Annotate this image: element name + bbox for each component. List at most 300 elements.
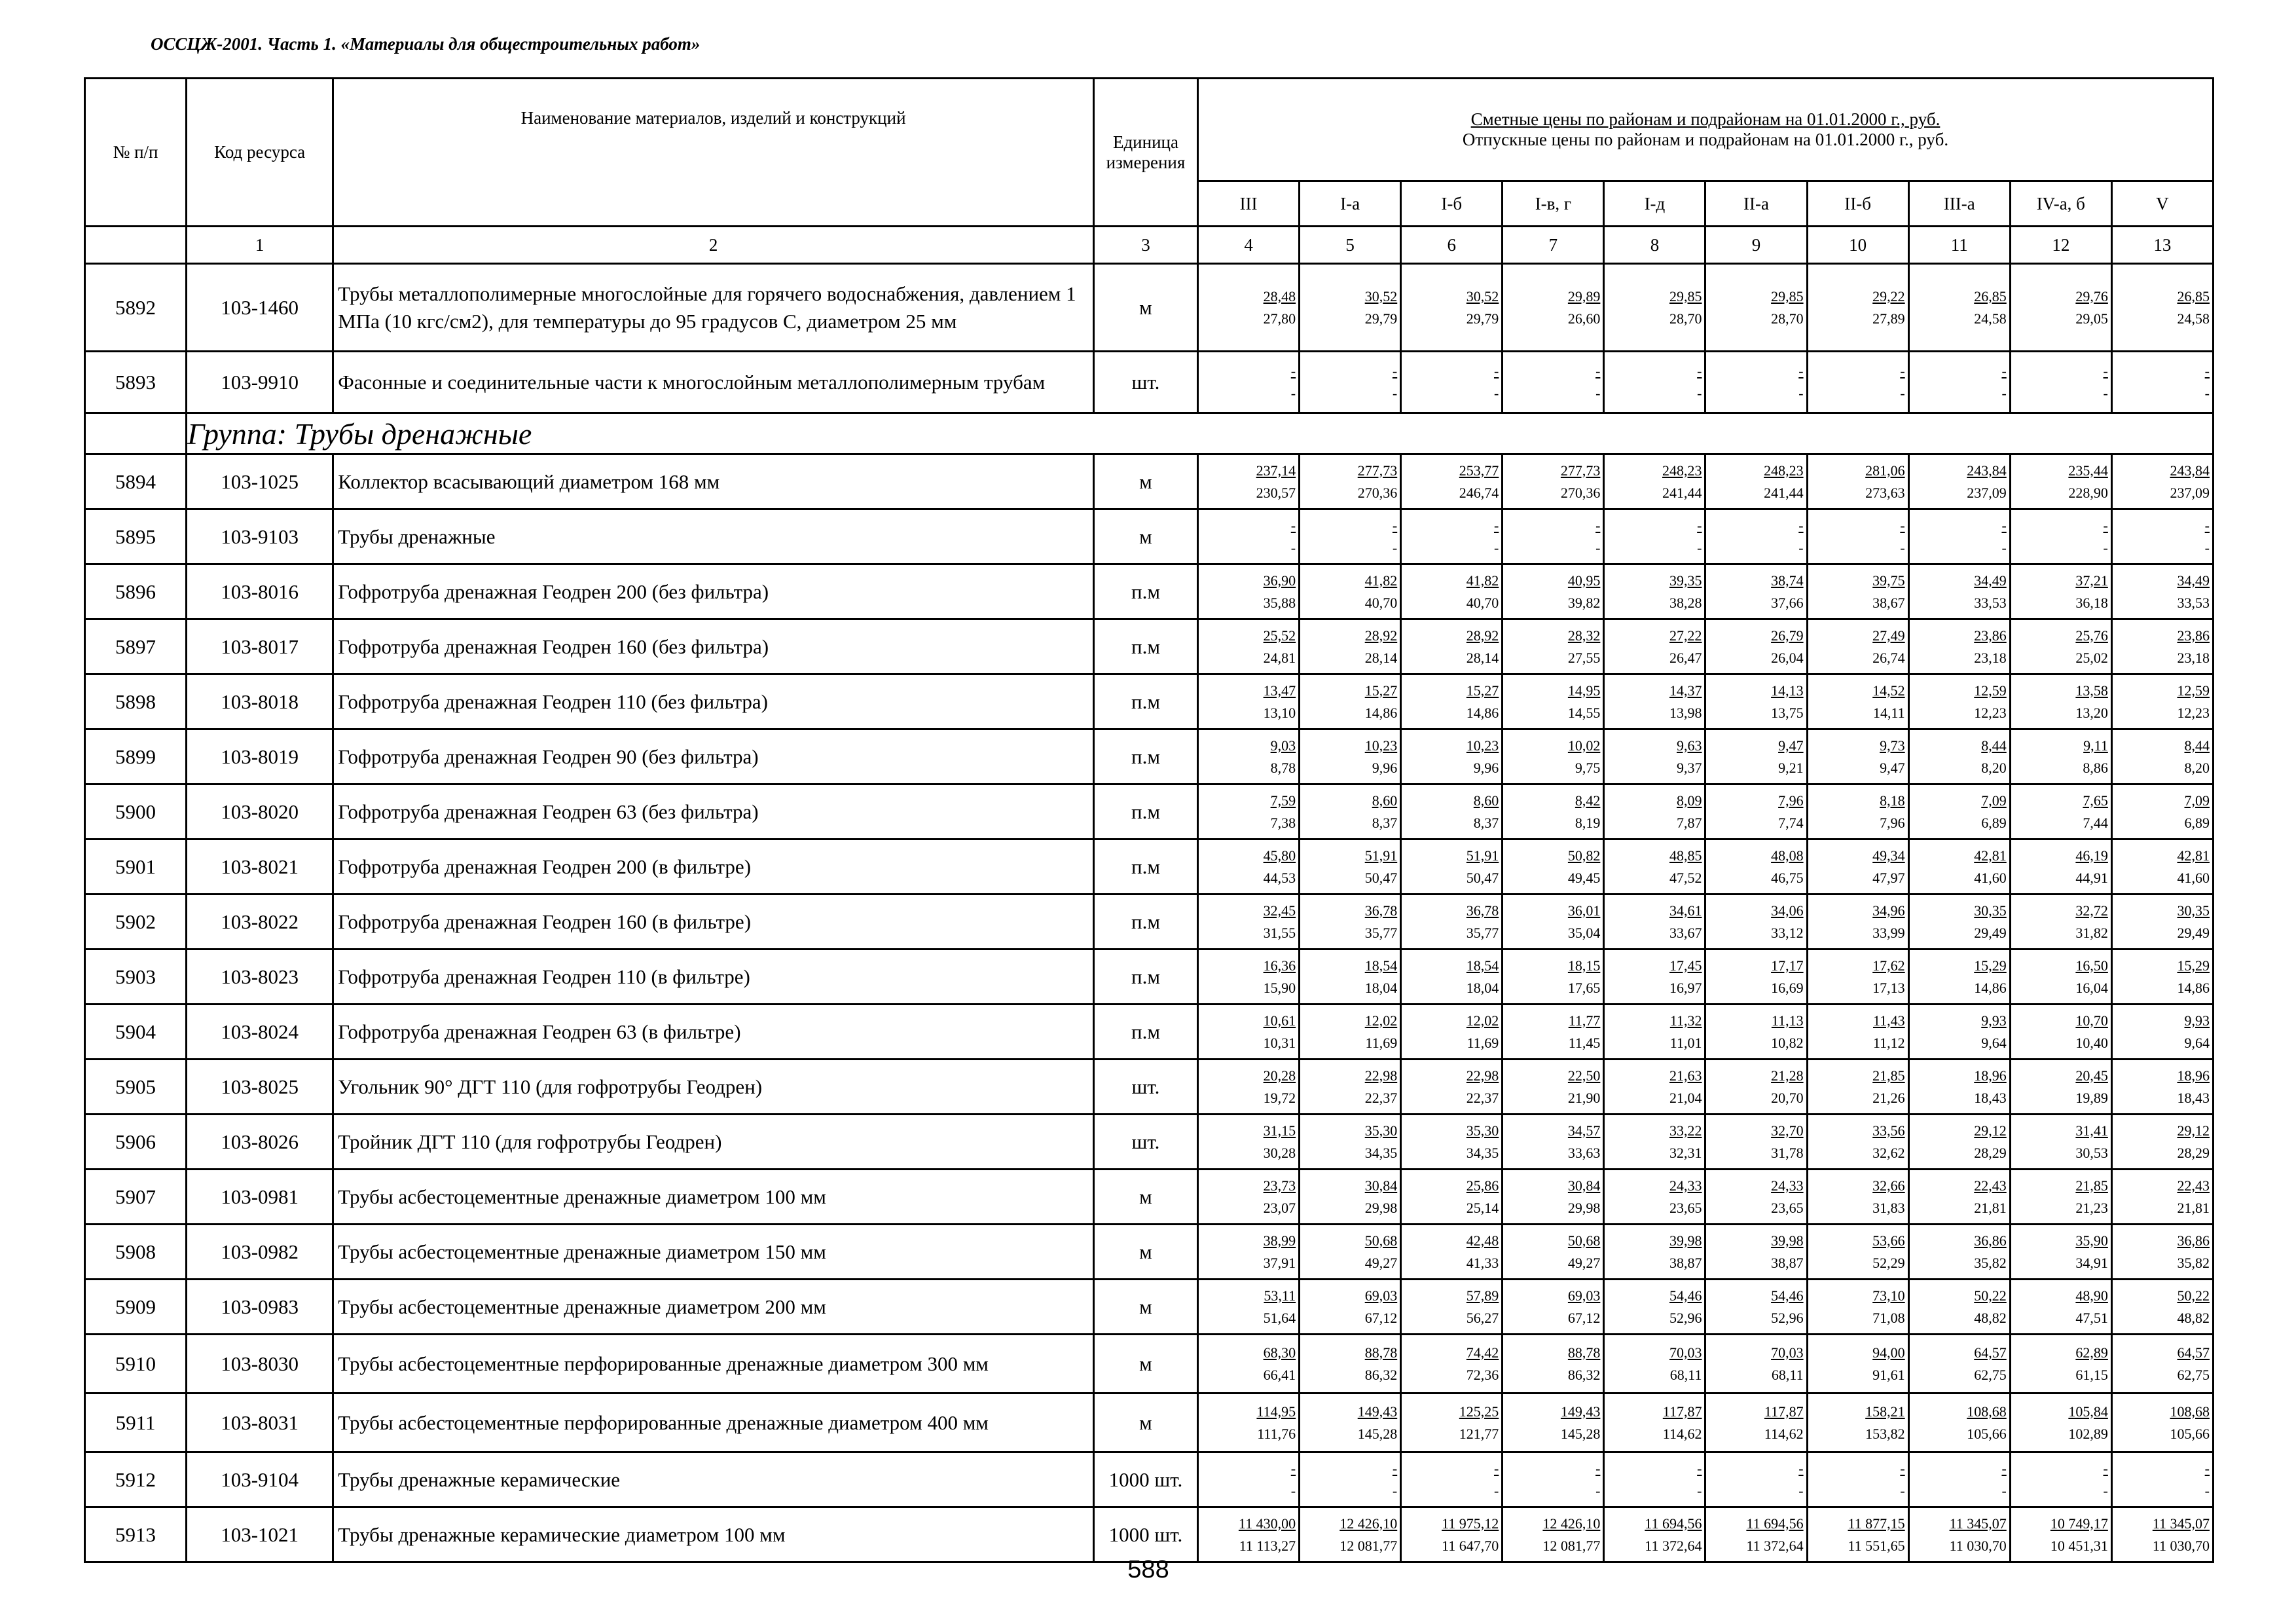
unit: шт. bbox=[1093, 1115, 1197, 1170]
price-cell bbox=[1503, 1507, 1604, 1562]
price-cell bbox=[1807, 840, 1908, 895]
column-number: 4 bbox=[1198, 227, 1300, 264]
estimate-price: 48,90 bbox=[2075, 1287, 2108, 1304]
price-cell bbox=[1908, 1060, 2010, 1115]
resource-code: 103-8016 bbox=[187, 564, 333, 619]
release-price: 246,74 bbox=[1459, 484, 1499, 501]
unit: м bbox=[1093, 1280, 1197, 1335]
price-cell bbox=[1503, 840, 1604, 895]
estimate-price: 7,59 bbox=[1270, 792, 1296, 809]
resource-code: 103-8031 bbox=[187, 1393, 333, 1452]
estimate-price: 38,74 bbox=[1771, 572, 1804, 589]
price-cell bbox=[1807, 619, 1908, 674]
resource-code: 103-8025 bbox=[187, 1060, 333, 1115]
price-cell bbox=[2010, 950, 2111, 1005]
release-price: - bbox=[1392, 539, 1398, 556]
table-row bbox=[85, 1280, 2214, 1335]
price-cell bbox=[2010, 784, 2111, 840]
release-price: - bbox=[2001, 1482, 2007, 1499]
estimate-price: 50,68 bbox=[1567, 1232, 1601, 1249]
release-price: 11 113,27 bbox=[1239, 1537, 1296, 1554]
price-table bbox=[84, 77, 2214, 1563]
table-row bbox=[85, 564, 2214, 619]
estimate-price: 30,52 bbox=[1364, 287, 1398, 304]
price-cell bbox=[1705, 1335, 1807, 1393]
price-cell bbox=[1705, 729, 1807, 784]
price-cell bbox=[1300, 264, 1401, 352]
release-price: - bbox=[1900, 384, 1905, 401]
row-number: 5903 bbox=[85, 950, 187, 1005]
unit: п.м bbox=[1093, 619, 1197, 674]
price-cell bbox=[1807, 264, 1908, 352]
estimate-price: 53,11 bbox=[1264, 1287, 1296, 1304]
price-cell bbox=[1807, 1507, 1908, 1562]
release-price: - bbox=[1290, 1482, 1296, 1499]
release-price: 29,79 bbox=[1364, 310, 1398, 327]
material-name: Трубы асбестоцементные дренажные диаметром 200 мм bbox=[333, 1280, 1094, 1335]
price-cell bbox=[2010, 1225, 2111, 1280]
price-cell bbox=[2010, 895, 2111, 950]
release-price: 8,20 bbox=[2184, 759, 2210, 776]
estimate-price: 34,06 bbox=[1771, 902, 1804, 919]
estimate-price: 7,65 bbox=[2083, 792, 2108, 809]
price-cell bbox=[1198, 895, 1300, 950]
estimate-price: 39,75 bbox=[1872, 572, 1905, 589]
table-row bbox=[85, 1452, 2214, 1507]
estimate-price: 54,46 bbox=[1669, 1287, 1702, 1304]
estimate-price: 54,46 bbox=[1771, 1287, 1804, 1304]
estimate-price: 8,42 bbox=[1575, 792, 1601, 809]
estimate-price: 14,52 bbox=[1872, 682, 1905, 699]
estimate-price: 10,70 bbox=[2075, 1012, 2108, 1029]
unit: 1000 шт. bbox=[1093, 1507, 1197, 1562]
estimate-price: 18,96 bbox=[1974, 1067, 2007, 1084]
release-price: 29,98 bbox=[1364, 1199, 1398, 1216]
price-cell bbox=[2010, 1280, 2111, 1335]
price-cell bbox=[1604, 264, 1705, 352]
price-cell bbox=[2010, 840, 2111, 895]
table-row bbox=[85, 454, 2214, 509]
price-cell bbox=[1300, 1507, 1401, 1562]
estimate-price: 105,84 bbox=[2068, 1403, 2108, 1420]
price-cell bbox=[1503, 1060, 1604, 1115]
estimate-price: 26,85 bbox=[1974, 287, 2007, 304]
estimate-price: 25,86 bbox=[1466, 1177, 1499, 1194]
release-price: 8,37 bbox=[1473, 814, 1499, 831]
estimate-price: 18,96 bbox=[2177, 1067, 2210, 1084]
unit: м bbox=[1093, 1170, 1197, 1225]
estimate-price: 149,43 bbox=[1560, 1403, 1601, 1420]
region-header: I-б bbox=[1401, 181, 1503, 227]
estimate-price: 29,76 bbox=[2075, 287, 2108, 304]
release-price: 47,97 bbox=[1872, 869, 1905, 886]
unit: п.м bbox=[1093, 895, 1197, 950]
price-cell bbox=[1198, 564, 1300, 619]
estimate-price: 69,03 bbox=[1364, 1287, 1398, 1304]
estimate-price: - bbox=[2103, 362, 2108, 379]
estimate-price: - bbox=[1290, 1460, 1296, 1477]
estimate-price: 30,84 bbox=[1567, 1177, 1601, 1194]
price-cell bbox=[1401, 1170, 1503, 1225]
release-price: 41,60 bbox=[1974, 869, 2007, 886]
estimate-price: 29,22 bbox=[1872, 287, 1905, 304]
estimate-price: 108,68 bbox=[1967, 1403, 2007, 1420]
release-price: 62,75 bbox=[2177, 1366, 2210, 1383]
table-row bbox=[85, 509, 2214, 564]
release-price: - bbox=[2103, 539, 2108, 556]
material-name: Угольник 90° ДГТ 110 (для гофротрубы Геодрен) bbox=[333, 1060, 1094, 1115]
estimate-price: 34,49 bbox=[2177, 572, 2210, 589]
price-cell bbox=[2111, 1393, 2213, 1452]
material-name: Гофротруба дренажная Геодрен 90 (без фильтра) bbox=[333, 729, 1094, 784]
price-cell bbox=[2111, 1225, 2213, 1280]
price-cell bbox=[1198, 1335, 1300, 1393]
material-name: Тройник ДГТ 110 (для гофротрубы Геодрен) bbox=[333, 1115, 1094, 1170]
row-number: 5895 bbox=[85, 509, 187, 564]
estimate-price: 41,82 bbox=[1466, 572, 1499, 589]
estimate-price: 22,43 bbox=[2177, 1177, 2210, 1194]
estimate-price: - bbox=[1392, 517, 1398, 534]
release-price: - bbox=[1493, 539, 1499, 556]
price-cell bbox=[2010, 1507, 2111, 1562]
release-price: 13,10 bbox=[1263, 704, 1296, 721]
price-cell bbox=[1401, 840, 1503, 895]
price-cell bbox=[1908, 1452, 2010, 1507]
price-cell bbox=[1300, 1115, 1401, 1170]
estimate-price: 94,00 bbox=[1872, 1344, 1905, 1361]
price-cell bbox=[1503, 1335, 1604, 1393]
price-cell bbox=[1908, 1115, 2010, 1170]
release-price: 273,63 bbox=[1865, 484, 1905, 501]
release-price: 24,81 bbox=[1263, 649, 1296, 666]
release-price: 11,69 bbox=[1467, 1034, 1499, 1051]
price-cell bbox=[1908, 729, 2010, 784]
price-cell bbox=[1503, 1280, 1604, 1335]
price-cell bbox=[1198, 454, 1300, 509]
release-price: 25,02 bbox=[2075, 649, 2108, 666]
price-cell bbox=[2010, 1393, 2111, 1452]
row-number: 5908 bbox=[85, 1225, 187, 1280]
estimate-price: 41,82 bbox=[1364, 572, 1398, 589]
estimate-price: - bbox=[1900, 362, 1905, 379]
estimate-price: 26,79 bbox=[1771, 627, 1804, 644]
price-cell bbox=[1604, 1393, 1705, 1452]
estimate-price: 10,23 bbox=[1364, 737, 1398, 754]
price-cell bbox=[1401, 1452, 1503, 1507]
release-price: 7,38 bbox=[1270, 814, 1296, 831]
release-price: 71,08 bbox=[1872, 1309, 1905, 1326]
price-cell bbox=[1705, 264, 1807, 352]
release-price: 23,18 bbox=[2177, 649, 2210, 666]
estimate-price: 30,84 bbox=[1364, 1177, 1398, 1194]
release-price: 16,04 bbox=[2075, 979, 2108, 996]
column-number: 6 bbox=[1401, 227, 1503, 264]
price-cell bbox=[2010, 1005, 2111, 1060]
price-cell bbox=[1807, 729, 1908, 784]
release-price: 38,28 bbox=[1669, 594, 1702, 611]
price-cell bbox=[2111, 840, 2213, 895]
column-number: 11 bbox=[1908, 227, 2010, 264]
release-price: 46,75 bbox=[1771, 869, 1804, 886]
page-number: 588 bbox=[1127, 1556, 1169, 1583]
region-header: V bbox=[2111, 181, 2213, 227]
group-row bbox=[85, 413, 2214, 454]
release-price: 22,37 bbox=[1466, 1089, 1499, 1106]
price-cell bbox=[1705, 1393, 1807, 1452]
price-cell bbox=[1604, 729, 1705, 784]
release-price: 31,83 bbox=[1872, 1199, 1905, 1216]
release-price: 21,04 bbox=[1669, 1089, 1702, 1106]
price-cell bbox=[1604, 840, 1705, 895]
estimate-price: 32,72 bbox=[2075, 902, 2108, 919]
price-cell bbox=[2111, 1005, 2213, 1060]
release-price: 8,20 bbox=[1981, 759, 2007, 776]
price-cell bbox=[1198, 784, 1300, 840]
release-price: 14,86 bbox=[1364, 704, 1398, 721]
price-cell bbox=[1300, 895, 1401, 950]
row-number: 5901 bbox=[85, 840, 187, 895]
release-price: 153,82 bbox=[1865, 1425, 1905, 1442]
estimate-price: 88,78 bbox=[1567, 1344, 1601, 1361]
price-cell bbox=[2010, 674, 2111, 729]
estimate-price: 12 426,10 bbox=[1542, 1515, 1601, 1532]
price-cell bbox=[2010, 1115, 2111, 1170]
price-cell bbox=[2010, 564, 2111, 619]
price-cell bbox=[1908, 1170, 2010, 1225]
price-cell bbox=[1300, 729, 1401, 784]
estimate-price: 15,29 bbox=[1974, 957, 2007, 974]
release-price: 23,65 bbox=[1771, 1199, 1804, 1216]
price-cell bbox=[1503, 729, 1604, 784]
price-cell bbox=[1198, 1060, 1300, 1115]
price-cell bbox=[1401, 1393, 1503, 1452]
release-price: 241,44 bbox=[1662, 484, 1702, 501]
estimate-price: 18,54 bbox=[1466, 957, 1499, 974]
material-name: Гофротруба дренажная Геодрен 160 (без фильтра) bbox=[333, 619, 1094, 674]
resource-code: 103-0983 bbox=[187, 1280, 333, 1335]
price-cell bbox=[1198, 950, 1300, 1005]
price-cell bbox=[1300, 352, 1401, 413]
estimate-price: - bbox=[1595, 362, 1601, 379]
release-price: 29,98 bbox=[1567, 1199, 1601, 1216]
prices-title-release: Отпускные цены по районам и подрайонам на 01.01.2000 г., руб. bbox=[1462, 130, 1949, 149]
release-price: 13,75 bbox=[1771, 704, 1804, 721]
column-number: 2 bbox=[333, 227, 1094, 264]
estimate-price: 15,27 bbox=[1364, 682, 1398, 699]
price-cell bbox=[1300, 1280, 1401, 1335]
material-name: Трубы дренажные керамические bbox=[333, 1452, 1094, 1507]
release-price: 7,96 bbox=[1880, 814, 1905, 831]
price-cell bbox=[1401, 264, 1503, 352]
estimate-price: 38,99 bbox=[1263, 1232, 1296, 1249]
price-cell bbox=[1705, 895, 1807, 950]
estimate-price: 30,35 bbox=[2177, 902, 2210, 919]
release-price: 40,70 bbox=[1466, 594, 1499, 611]
release-price: 35,82 bbox=[1974, 1254, 2007, 1271]
price-cell bbox=[1807, 1060, 1908, 1115]
price-cell bbox=[1705, 1280, 1807, 1335]
release-price: - bbox=[1900, 539, 1905, 556]
column-number: 10 bbox=[1807, 227, 1908, 264]
estimate-price: 22,98 bbox=[1364, 1067, 1398, 1084]
row-number: 5897 bbox=[85, 619, 187, 674]
price-cell bbox=[1401, 509, 1503, 564]
release-price: 29,79 bbox=[1466, 310, 1499, 327]
release-price: 39,82 bbox=[1567, 594, 1601, 611]
estimate-price: - bbox=[2204, 517, 2210, 534]
release-price: 67,12 bbox=[1567, 1309, 1601, 1326]
release-price: 28,70 bbox=[1669, 310, 1702, 327]
material-name: Гофротруба дренажная Геодрен 200 (в фильтре) bbox=[333, 840, 1094, 895]
price-cell bbox=[1503, 950, 1604, 1005]
region-header: I-а bbox=[1300, 181, 1401, 227]
estimate-price: 11,32 bbox=[1669, 1012, 1702, 1029]
estimate-price: 32,66 bbox=[1872, 1177, 1905, 1194]
estimate-price: 29,89 bbox=[1567, 287, 1601, 304]
estimate-price: 23,73 bbox=[1263, 1177, 1296, 1194]
estimate-price: 22,43 bbox=[1974, 1177, 2007, 1194]
price-cell bbox=[1604, 950, 1705, 1005]
estimate-price: 12,59 bbox=[1974, 682, 2007, 699]
price-cell bbox=[1908, 1225, 2010, 1280]
table-row bbox=[85, 1335, 2214, 1393]
price-cell bbox=[1401, 729, 1503, 784]
release-price: 8,19 bbox=[1575, 814, 1601, 831]
release-price: - bbox=[1798, 539, 1804, 556]
release-price: 38,87 bbox=[1669, 1254, 1702, 1271]
release-price: - bbox=[2204, 1482, 2210, 1499]
header-code: Код ресурса bbox=[187, 79, 333, 227]
table-row bbox=[85, 674, 2214, 729]
unit: шт. bbox=[1093, 352, 1197, 413]
table-row bbox=[85, 1115, 2214, 1170]
release-price: 24,58 bbox=[1974, 310, 2007, 327]
estimate-price: 10 749,17 bbox=[2050, 1515, 2108, 1532]
release-price: 12,23 bbox=[2177, 704, 2210, 721]
price-cell bbox=[1300, 509, 1401, 564]
release-price: 11 030,70 bbox=[1949, 1537, 2007, 1554]
release-price: 41,33 bbox=[1466, 1254, 1499, 1271]
unit: п.м bbox=[1093, 840, 1197, 895]
price-cell bbox=[1705, 509, 1807, 564]
estimate-price: 70,03 bbox=[1771, 1344, 1804, 1361]
estimate-price: - bbox=[2204, 362, 2210, 379]
estimate-price: 8,44 bbox=[2184, 737, 2210, 754]
estimate-price: 8,18 bbox=[1880, 792, 1905, 809]
release-price: 7,44 bbox=[2083, 814, 2108, 831]
estimate-price: 281,06 bbox=[1865, 462, 1905, 479]
price-cell bbox=[1807, 895, 1908, 950]
price-cell bbox=[1198, 1507, 1300, 1562]
price-cell bbox=[1705, 1225, 1807, 1280]
price-cell bbox=[1807, 1170, 1908, 1225]
price-cell bbox=[1604, 454, 1705, 509]
price-cell bbox=[2010, 1452, 2111, 1507]
region-header: I-в, г bbox=[1503, 181, 1604, 227]
release-price: 31,82 bbox=[2075, 924, 2108, 941]
price-cell bbox=[1807, 352, 1908, 413]
estimate-price: 42,81 bbox=[1974, 847, 2007, 864]
release-price: 21,81 bbox=[1974, 1199, 2007, 1216]
estimate-price: - bbox=[1798, 362, 1804, 379]
price-cell bbox=[1604, 895, 1705, 950]
price-cell bbox=[1604, 1170, 1705, 1225]
price-cell bbox=[1908, 1393, 2010, 1452]
estimate-price: 69,03 bbox=[1567, 1287, 1601, 1304]
price-cell bbox=[1705, 1060, 1807, 1115]
price-cell bbox=[1705, 619, 1807, 674]
estimate-price: 11 694,56 bbox=[1746, 1515, 1804, 1532]
release-price: 62,75 bbox=[1974, 1366, 2007, 1383]
price-cell bbox=[1705, 840, 1807, 895]
price-cell bbox=[1503, 1225, 1604, 1280]
release-price: 105,66 bbox=[2170, 1425, 2210, 1442]
estimate-price: 35,30 bbox=[1466, 1122, 1499, 1139]
release-price: 34,91 bbox=[2075, 1254, 2108, 1271]
price-cell bbox=[1604, 1115, 1705, 1170]
release-price: 11 030,70 bbox=[2152, 1537, 2210, 1554]
estimate-price: 27,49 bbox=[1872, 627, 1905, 644]
release-price: 16,97 bbox=[1669, 979, 1702, 996]
price-cell bbox=[1604, 1452, 1705, 1507]
estimate-price: 9,63 bbox=[1676, 737, 1702, 754]
price-cell bbox=[1198, 352, 1300, 413]
release-price: 16,69 bbox=[1771, 979, 1804, 996]
estimate-price: 108,68 bbox=[2170, 1403, 2210, 1420]
resource-code: 103-8018 bbox=[187, 674, 333, 729]
estimate-price: 34,49 bbox=[1974, 572, 2007, 589]
estimate-price: 48,08 bbox=[1771, 847, 1804, 864]
release-price: 102,89 bbox=[2068, 1425, 2108, 1442]
estimate-price: 9,73 bbox=[1880, 737, 1905, 754]
estimate-price: 20,45 bbox=[2075, 1067, 2108, 1084]
release-price: 33,12 bbox=[1771, 924, 1804, 941]
release-price: 33,53 bbox=[1974, 594, 2007, 611]
release-price: 29,49 bbox=[2177, 924, 2210, 941]
unit: шт. bbox=[1093, 1060, 1197, 1115]
release-price: - bbox=[1798, 384, 1804, 401]
price-cell bbox=[1705, 1452, 1807, 1507]
release-price: 270,36 bbox=[1357, 484, 1398, 501]
estimate-price: 15,29 bbox=[2177, 957, 2210, 974]
release-price: 11 647,70 bbox=[1442, 1537, 1499, 1554]
price-cell bbox=[1198, 1452, 1300, 1507]
estimate-price: 32,70 bbox=[1771, 1122, 1804, 1139]
price-cell bbox=[1198, 264, 1300, 352]
estimate-price: 248,23 bbox=[1662, 462, 1702, 479]
price-cell bbox=[2111, 1115, 2213, 1170]
release-price: - bbox=[2204, 384, 2210, 401]
price-cell bbox=[1807, 564, 1908, 619]
estimate-price: 62,89 bbox=[2075, 1344, 2108, 1361]
price-cell bbox=[1908, 264, 2010, 352]
release-price: 17,13 bbox=[1872, 979, 1905, 996]
release-price: - bbox=[1290, 384, 1296, 401]
estimate-price: 33,56 bbox=[1872, 1122, 1905, 1139]
estimate-price: - bbox=[1493, 1460, 1499, 1477]
price-cell bbox=[1300, 454, 1401, 509]
row-number: 5907 bbox=[85, 1170, 187, 1225]
price-cell bbox=[1705, 352, 1807, 413]
estimate-price: 158,21 bbox=[1865, 1403, 1905, 1420]
release-price: 28,14 bbox=[1364, 649, 1398, 666]
release-price: - bbox=[2001, 539, 2007, 556]
estimate-price: 17,45 bbox=[1669, 957, 1702, 974]
release-price: 31,78 bbox=[1771, 1144, 1804, 1161]
material-name: Трубы асбестоцементные дренажные диаметром 100 мм bbox=[333, 1170, 1094, 1225]
table-row bbox=[85, 1060, 2214, 1115]
release-price: 44,91 bbox=[2075, 869, 2108, 886]
